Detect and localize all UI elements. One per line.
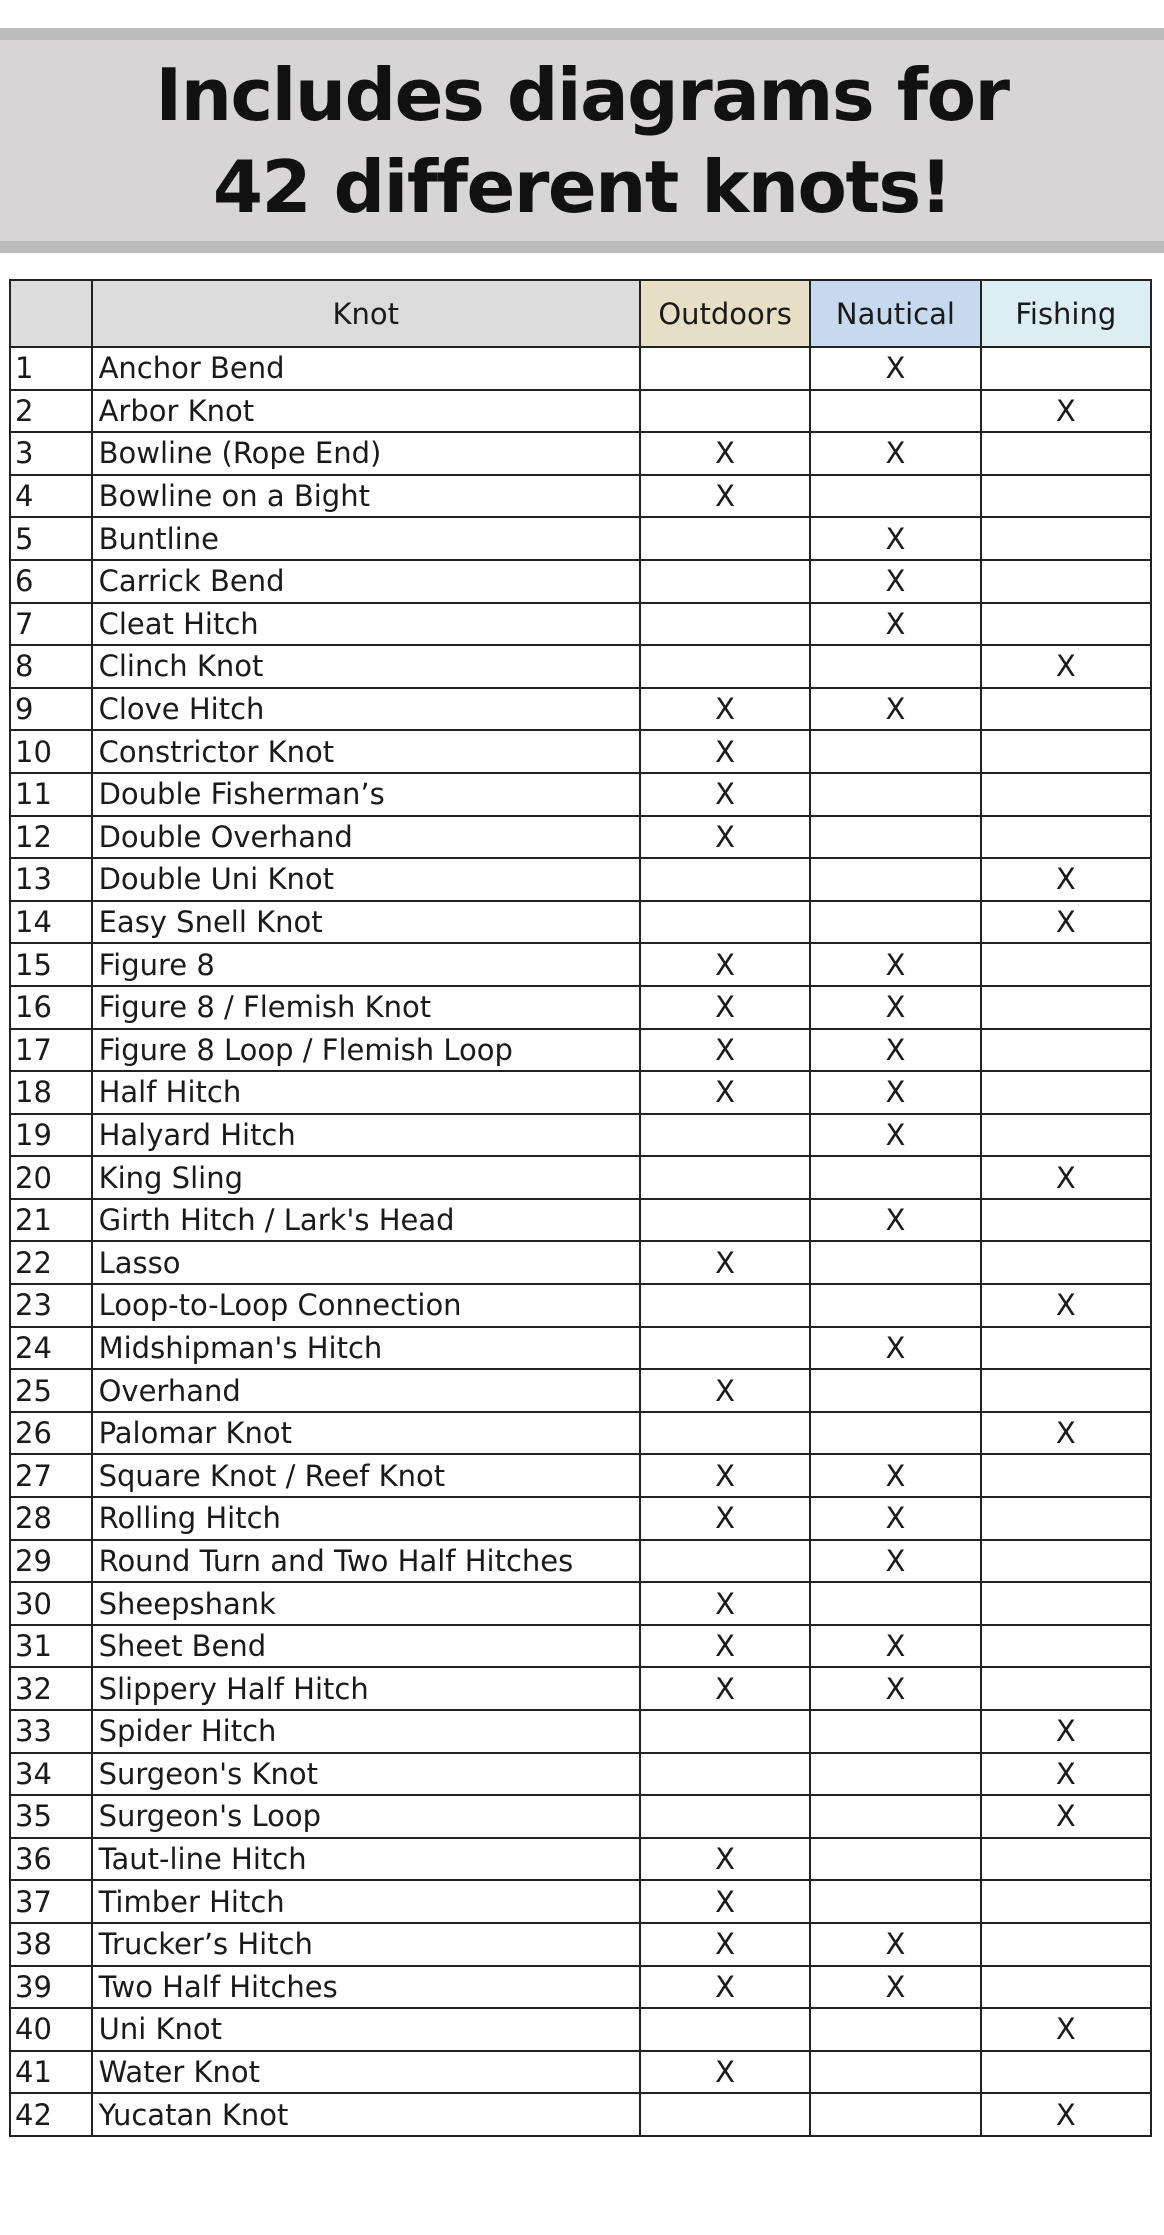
- cell-number: 6: [10, 560, 92, 603]
- table-row: [10, 1241, 1151, 1284]
- table-row: [10, 1412, 1151, 1455]
- cell-outdoors-mark: [640, 858, 810, 901]
- cell-knot-name: Round Turn and Two Half Hitches: [92, 1540, 640, 1583]
- cell-fishing-mark: X: [981, 901, 1151, 944]
- table-row: [10, 1710, 1151, 1753]
- cell-outdoors-mark: X: [640, 1454, 810, 1497]
- cell-nautical-mark: [810, 1753, 980, 1796]
- cell-number: 20: [10, 1156, 92, 1199]
- cell-nautical-mark: X: [810, 688, 980, 731]
- cell-nautical-mark: [810, 1838, 980, 1881]
- cell-nautical-mark: X: [810, 1114, 980, 1157]
- cell-nautical-mark: X: [810, 1625, 980, 1668]
- table-row: [10, 1625, 1151, 1668]
- cell-fishing-mark: [981, 517, 1151, 560]
- cell-number: 28: [10, 1497, 92, 1540]
- cell-knot-name: Two Half Hitches: [92, 1966, 640, 2009]
- table-row: [10, 347, 1151, 390]
- table-row: [10, 1199, 1151, 1242]
- cell-fishing-mark: X: [981, 2093, 1151, 2136]
- cell-knot-name: Double Overhand: [92, 816, 640, 859]
- cell-fishing-mark: [981, 1199, 1151, 1242]
- cell-knot-name: Slippery Half Hitch: [92, 1667, 640, 1710]
- table-row: [10, 390, 1151, 433]
- cell-knot-name: Sheet Bend: [92, 1625, 640, 1668]
- cell-fishing-mark: [981, 1241, 1151, 1284]
- cell-outdoors-mark: X: [640, 1625, 810, 1668]
- cell-knot-name: Easy Snell Knot: [92, 901, 640, 944]
- cell-fishing-mark: [981, 1454, 1151, 1497]
- cell-outdoors-mark: X: [640, 1966, 810, 2009]
- cell-number: 27: [10, 1454, 92, 1497]
- cell-number: 1: [10, 347, 92, 390]
- cell-outdoors-mark: [640, 1114, 810, 1157]
- cell-fishing-mark: [981, 1327, 1151, 1370]
- cell-nautical-mark: [810, 1369, 980, 1412]
- cell-knot-name: Surgeon's Loop: [92, 1795, 640, 1838]
- knot-table: [9, 279, 1152, 2137]
- cell-nautical-mark: [810, 2051, 980, 2094]
- cell-outdoors-mark: [640, 1795, 810, 1838]
- cell-fishing-mark: X: [981, 1412, 1151, 1455]
- cell-fishing-mark: [981, 1880, 1151, 1923]
- cell-outdoors-mark: [640, 645, 810, 688]
- cell-nautical-mark: [810, 1795, 980, 1838]
- cell-nautical-mark: X: [810, 347, 980, 390]
- cell-number: 19: [10, 1114, 92, 1157]
- table-row: [10, 816, 1151, 859]
- table-row: [10, 1838, 1151, 1881]
- cell-fishing-mark: [981, 1966, 1151, 2009]
- cell-number: 33: [10, 1710, 92, 1753]
- cell-knot-name: Double Fisherman’s: [92, 773, 640, 816]
- cell-outdoors-mark: [640, 2093, 810, 2136]
- cell-knot-name: Water Knot: [92, 2051, 640, 2094]
- cell-number: 5: [10, 517, 92, 560]
- table-row: [10, 1029, 1151, 1072]
- cell-knot-name: Figure 8 / Flemish Knot: [92, 986, 640, 1029]
- cell-number: 23: [10, 1284, 92, 1327]
- cell-knot-name: Arbor Knot: [92, 390, 640, 433]
- cell-knot-name: Anchor Bend: [92, 347, 640, 390]
- cell-knot-name: Figure 8: [92, 943, 640, 986]
- cell-nautical-mark: [810, 390, 980, 433]
- cell-nautical-mark: [810, 773, 980, 816]
- cell-fishing-mark: X: [981, 1710, 1151, 1753]
- cell-number: 37: [10, 1880, 92, 1923]
- cell-fishing-mark: [981, 2051, 1151, 2094]
- banner-title-line-1: Includes diagrams for: [155, 52, 1009, 137]
- cell-number: 29: [10, 1540, 92, 1583]
- cell-outdoors-mark: [640, 1540, 810, 1583]
- cell-nautical-mark: [810, 816, 980, 859]
- cell-number: 38: [10, 1923, 92, 1966]
- cell-fishing-mark: [981, 1029, 1151, 1072]
- cell-outdoors-mark: X: [640, 475, 810, 518]
- table-row: [10, 1795, 1151, 1838]
- cell-fishing-mark: [981, 1071, 1151, 1114]
- table-row: [10, 730, 1151, 773]
- table-row: [10, 1071, 1151, 1114]
- cell-knot-name: Double Uni Knot: [92, 858, 640, 901]
- cell-fishing-mark: [981, 560, 1151, 603]
- table-row: [10, 560, 1151, 603]
- cell-number: 3: [10, 432, 92, 475]
- table-row: [10, 475, 1151, 518]
- cell-outdoors-mark: [640, 603, 810, 646]
- cell-knot-name: Clinch Knot: [92, 645, 640, 688]
- cell-number: 36: [10, 1838, 92, 1881]
- header-knot: Knot: [92, 280, 640, 347]
- cell-fishing-mark: [981, 986, 1151, 1029]
- cell-knot-name: Yucatan Knot: [92, 2093, 640, 2136]
- cell-nautical-mark: X: [810, 986, 980, 1029]
- cell-number: 24: [10, 1327, 92, 1370]
- cell-nautical-mark: X: [810, 560, 980, 603]
- table-row: [10, 517, 1151, 560]
- cell-nautical-mark: X: [810, 1966, 980, 2009]
- cell-nautical-mark: X: [810, 1454, 980, 1497]
- cell-outdoors-mark: [640, 1753, 810, 1796]
- cell-fishing-mark: [981, 730, 1151, 773]
- cell-knot-name: Rolling Hitch: [92, 1497, 640, 1540]
- cell-knot-name: Bowline (Rope End): [92, 432, 640, 475]
- cell-outdoors-mark: [640, 1284, 810, 1327]
- table-row: [10, 1497, 1151, 1540]
- table-row: [10, 1540, 1151, 1583]
- cell-outdoors-mark: [640, 1412, 810, 1455]
- cell-fishing-mark: [981, 603, 1151, 646]
- table-row: [10, 1369, 1151, 1412]
- cell-knot-name: Midshipman's Hitch: [92, 1327, 640, 1370]
- cell-fishing-mark: X: [981, 1156, 1151, 1199]
- cell-knot-name: Lasso: [92, 1241, 640, 1284]
- cell-nautical-mark: [810, 1241, 980, 1284]
- cell-nautical-mark: [810, 1412, 980, 1455]
- cell-outdoors-mark: X: [640, 730, 810, 773]
- cell-fishing-mark: X: [981, 1753, 1151, 1796]
- table-row: [10, 603, 1151, 646]
- cell-knot-name: Spider Hitch: [92, 1710, 640, 1753]
- cell-knot-name: Figure 8 Loop / Flemish Loop: [92, 1029, 640, 1072]
- cell-number: 4: [10, 475, 92, 518]
- table-header-row: [10, 280, 1151, 347]
- cell-fishing-mark: [981, 475, 1151, 518]
- cell-nautical-mark: [810, 858, 980, 901]
- cell-number: 11: [10, 773, 92, 816]
- table-row: [10, 432, 1151, 475]
- cell-number: 8: [10, 645, 92, 688]
- cell-nautical-mark: X: [810, 1923, 980, 1966]
- cell-nautical-mark: X: [810, 943, 980, 986]
- header-nautical: Nautical: [810, 280, 980, 347]
- cell-number: 40: [10, 2008, 92, 2051]
- cell-knot-name: Square Knot / Reef Knot: [92, 1454, 640, 1497]
- cell-knot-name: Palomar Knot: [92, 1412, 640, 1455]
- cell-number: 41: [10, 2051, 92, 2094]
- cell-outdoors-mark: X: [640, 1923, 810, 1966]
- cell-outdoors-mark: X: [640, 688, 810, 731]
- table-row: [10, 688, 1151, 731]
- cell-outdoors-mark: X: [640, 943, 810, 986]
- cell-outdoors-mark: X: [640, 1369, 810, 1412]
- cell-fishing-mark: X: [981, 1284, 1151, 1327]
- cell-nautical-mark: [810, 475, 980, 518]
- cell-knot-name: Loop-to-Loop Connection: [92, 1284, 640, 1327]
- cell-fishing-mark: [981, 347, 1151, 390]
- cell-number: 26: [10, 1412, 92, 1455]
- cell-outdoors-mark: X: [640, 1497, 810, 1540]
- cell-nautical-mark: [810, 901, 980, 944]
- cell-knot-name: Bowline on a Bight: [92, 475, 640, 518]
- table-row: [10, 2051, 1151, 2094]
- cell-knot-name: Timber Hitch: [92, 1880, 640, 1923]
- cell-nautical-mark: [810, 2093, 980, 2136]
- cell-fishing-mark: X: [981, 645, 1151, 688]
- cell-outdoors-mark: [640, 347, 810, 390]
- cell-knot-name: Uni Knot: [92, 2008, 640, 2051]
- cell-fishing-mark: [981, 1540, 1151, 1583]
- cell-nautical-mark: [810, 1156, 980, 1199]
- cell-outdoors-mark: X: [640, 432, 810, 475]
- cell-number: 7: [10, 603, 92, 646]
- cell-number: 31: [10, 1625, 92, 1668]
- cell-knot-name: Surgeon's Knot: [92, 1753, 640, 1796]
- cell-number: 35: [10, 1795, 92, 1838]
- table-row: [10, 1156, 1151, 1199]
- cell-nautical-mark: X: [810, 1540, 980, 1583]
- cell-nautical-mark: X: [810, 1327, 980, 1370]
- cell-number: 9: [10, 688, 92, 731]
- table-row: [10, 1966, 1151, 2009]
- cell-fishing-mark: [981, 1625, 1151, 1668]
- cell-nautical-mark: [810, 645, 980, 688]
- cell-number: 16: [10, 986, 92, 1029]
- cell-number: 22: [10, 1241, 92, 1284]
- cell-outdoors-mark: [640, 901, 810, 944]
- cell-number: 42: [10, 2093, 92, 2136]
- cell-number: 10: [10, 730, 92, 773]
- cell-number: 2: [10, 390, 92, 433]
- cell-fishing-mark: [981, 432, 1151, 475]
- cell-nautical-mark: X: [810, 517, 980, 560]
- cell-knot-name: Half Hitch: [92, 1071, 640, 1114]
- table-row: [10, 858, 1151, 901]
- cell-knot-name: Buntline: [92, 517, 640, 560]
- cell-knot-name: Clove Hitch: [92, 688, 640, 731]
- table-row: [10, 1327, 1151, 1370]
- header-number: [10, 280, 92, 347]
- cell-nautical-mark: X: [810, 1071, 980, 1114]
- cell-outdoors-mark: [640, 517, 810, 560]
- cell-outdoors-mark: [640, 560, 810, 603]
- cell-knot-name: King Sling: [92, 1156, 640, 1199]
- cell-outdoors-mark: X: [640, 1029, 810, 1072]
- cell-fishing-mark: X: [981, 1795, 1151, 1838]
- table-row: [10, 1667, 1151, 1710]
- cell-outdoors-mark: X: [640, 1880, 810, 1923]
- cell-number: 21: [10, 1199, 92, 1242]
- cell-fishing-mark: [981, 773, 1151, 816]
- cell-number: 13: [10, 858, 92, 901]
- cell-nautical-mark: X: [810, 432, 980, 475]
- table-row: [10, 1753, 1151, 1796]
- cell-nautical-mark: [810, 1284, 980, 1327]
- cell-knot-name: Halyard Hitch: [92, 1114, 640, 1157]
- cell-fishing-mark: [981, 1582, 1151, 1625]
- cell-outdoors-mark: X: [640, 1241, 810, 1284]
- cell-nautical-mark: X: [810, 603, 980, 646]
- table-row: [10, 1923, 1151, 1966]
- table-row: [10, 901, 1151, 944]
- table-row: [10, 1582, 1151, 1625]
- cell-knot-name: Girth Hitch / Lark's Head: [92, 1199, 640, 1242]
- cell-knot-name: Trucker’s Hitch: [92, 1923, 640, 1966]
- cell-knot-name: Sheepshank: [92, 1582, 640, 1625]
- cell-fishing-mark: [981, 1923, 1151, 1966]
- cell-fishing-mark: [981, 1838, 1151, 1881]
- table-row: [10, 773, 1151, 816]
- cell-outdoors-mark: [640, 2008, 810, 2051]
- cell-number: 30: [10, 1582, 92, 1625]
- cell-number: 25: [10, 1369, 92, 1412]
- cell-fishing-mark: [981, 943, 1151, 986]
- cell-fishing-mark: [981, 1114, 1151, 1157]
- cell-fishing-mark: X: [981, 2008, 1151, 2051]
- cell-number: 39: [10, 1966, 92, 2009]
- cell-fishing-mark: [981, 1369, 1151, 1412]
- cell-fishing-mark: [981, 1667, 1151, 1710]
- cell-nautical-mark: [810, 1710, 980, 1753]
- cell-fishing-mark: [981, 688, 1151, 731]
- cell-outdoors-mark: [640, 1199, 810, 1242]
- cell-knot-name: Overhand: [92, 1369, 640, 1412]
- cell-number: 18: [10, 1071, 92, 1114]
- cell-nautical-mark: X: [810, 1029, 980, 1072]
- cell-number: 34: [10, 1753, 92, 1796]
- cell-nautical-mark: X: [810, 1667, 980, 1710]
- cell-number: 32: [10, 1667, 92, 1710]
- cell-knot-name: Constrictor Knot: [92, 730, 640, 773]
- cell-outdoors-mark: [640, 1156, 810, 1199]
- header-fishing: Fishing: [981, 280, 1151, 347]
- table-row: [10, 2008, 1151, 2051]
- table-row: [10, 1114, 1151, 1157]
- cell-nautical-mark: X: [810, 1199, 980, 1242]
- cell-nautical-mark: X: [810, 1497, 980, 1540]
- cell-outdoors-mark: X: [640, 1667, 810, 1710]
- cell-outdoors-mark: X: [640, 2051, 810, 2094]
- cell-fishing-mark: [981, 1497, 1151, 1540]
- knot-table-body: [10, 347, 1151, 2136]
- cell-outdoors-mark: X: [640, 1582, 810, 1625]
- cell-number: 14: [10, 901, 92, 944]
- cell-nautical-mark: [810, 1582, 980, 1625]
- table-row: [10, 1880, 1151, 1923]
- cell-outdoors-mark: X: [640, 816, 810, 859]
- cell-nautical-mark: [810, 2008, 980, 2051]
- cell-outdoors-mark: [640, 1327, 810, 1370]
- cell-outdoors-mark: X: [640, 773, 810, 816]
- table-row: [10, 943, 1151, 986]
- table-row: [10, 1454, 1151, 1497]
- cell-outdoors-mark: X: [640, 1071, 810, 1114]
- cell-fishing-mark: [981, 816, 1151, 859]
- table-row: [10, 645, 1151, 688]
- table-row: [10, 986, 1151, 1029]
- cell-fishing-mark: X: [981, 390, 1151, 433]
- cell-number: 15: [10, 943, 92, 986]
- cell-knot-name: Carrick Bend: [92, 560, 640, 603]
- table-row: [10, 2093, 1151, 2136]
- cell-number: 12: [10, 816, 92, 859]
- cell-nautical-mark: [810, 730, 980, 773]
- cell-outdoors-mark: X: [640, 986, 810, 1029]
- cell-outdoors-mark: [640, 1710, 810, 1753]
- cell-fishing-mark: X: [981, 858, 1151, 901]
- cell-number: 17: [10, 1029, 92, 1072]
- promo-banner: [0, 28, 1164, 253]
- cell-nautical-mark: [810, 1880, 980, 1923]
- cell-outdoors-mark: [640, 390, 810, 433]
- cell-outdoors-mark: X: [640, 1838, 810, 1881]
- cell-knot-name: Taut-line Hitch: [92, 1838, 640, 1881]
- header-outdoors: Outdoors: [640, 280, 810, 347]
- table-row: [10, 1284, 1151, 1327]
- cell-knot-name: Cleat Hitch: [92, 603, 640, 646]
- banner-title-line-2: 42 different knots!: [212, 144, 952, 229]
